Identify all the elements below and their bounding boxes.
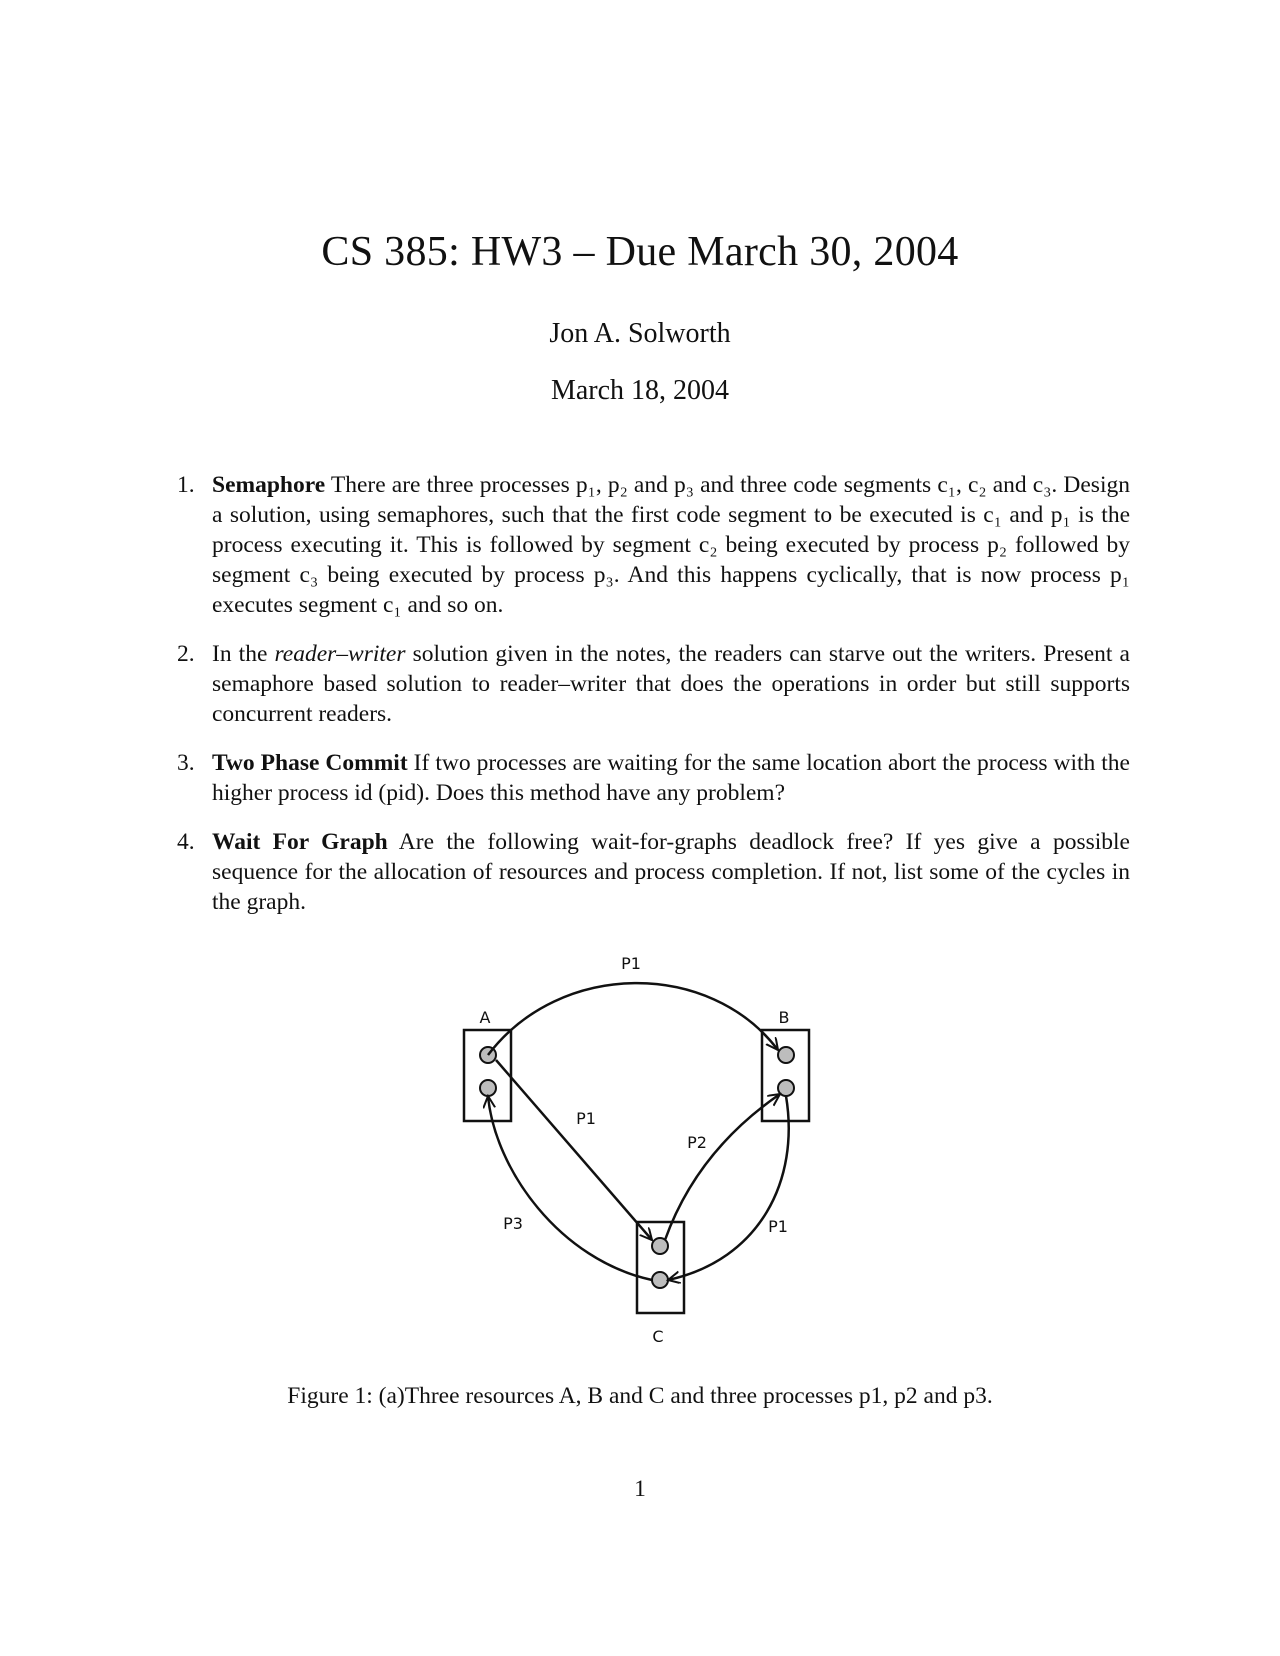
edge-b-to-c <box>668 1096 789 1280</box>
resource-c-box <box>637 1222 684 1313</box>
resource-a-label: A <box>479 1008 491 1027</box>
problem-emphasis: reader–writer <box>274 641 406 667</box>
problem-heading: Semaphore <box>212 472 326 498</box>
resource-a-instance-1 <box>480 1047 496 1063</box>
edge-label-b-to-c: P1 <box>768 1217 788 1236</box>
problem-2 <box>160 639 1130 729</box>
resource-a-instance-2 <box>480 1080 496 1096</box>
edge-label-c-to-b: P2 <box>687 1133 707 1152</box>
problem-number: 2. <box>177 641 195 667</box>
edge-a-to-c <box>496 1060 652 1240</box>
resource-b-instance-2 <box>778 1080 794 1096</box>
problem-number: 4. <box>177 829 195 855</box>
problem-3 <box>160 748 1130 808</box>
edge-label-c-to-a: P3 <box>503 1214 523 1233</box>
edge-c-to-b <box>665 1094 780 1240</box>
resource-c-label: C <box>652 1327 664 1346</box>
resource-b-label: B <box>778 1008 790 1027</box>
resource-b-box <box>762 1030 809 1121</box>
edge-label-a-to-c: P1 <box>576 1109 596 1128</box>
problem-4 <box>160 827 1130 917</box>
figure-caption: Figure 1: (a)Three resources A, B and C and three processes p1, p2 and p3. <box>287 1383 993 1409</box>
resource-c-instance-2 <box>652 1272 668 1288</box>
problem-heading: Two Phase Commit <box>212 750 408 776</box>
problem-number: 3. <box>177 750 195 776</box>
resource-c-instance-1 <box>652 1238 668 1254</box>
problem-number: 1. <box>177 472 195 498</box>
problem-list <box>160 470 1130 936</box>
document-date: March 18, 2004 <box>550 375 730 406</box>
problem-heading: Wait For Graph <box>212 829 388 855</box>
problem-text: solution given in the notes, the readers can starve out the writers. Present a semaphore based solution to reader–writer that does the operations in order but still supports concurrent readers. <box>212 641 1130 727</box>
problem-1 <box>160 470 1130 620</box>
problem-text: Are the following wait-for-graphs deadlock free? If yes give a possible sequence for the allocation of resources and process completion. If not, list some of the cycles in the graph. <box>212 829 1130 915</box>
problem-text: If two processes are waiting for the same location abort the process with the higher process id (pid). Does this method have any problem? <box>212 750 1130 806</box>
edge-label-a-to-b: P1 <box>621 954 641 973</box>
resource-a-box <box>464 1030 511 1121</box>
edge-c-to-a <box>488 1096 652 1280</box>
problem-text: There are three processes p₁, p₂ and p₃ and three code segments c₁, c₂ and c₃. Design a solution, using semaphores, such that the first code segment to be executed is c₁ and p₁ is the process executing it. This is followed by segment c₂ being executed by process p₂ followed by segment c₃ being executed by process p₃. And this happens cyclically, that is now process p₁ executes segment c₁ and so on. <box>212 472 1130 618</box>
resource-b-instance-1 <box>778 1047 794 1063</box>
problem-lead: In the <box>212 641 275 667</box>
author-name: Jon A. Solworth <box>549 318 731 349</box>
page-number: 1 <box>634 1476 646 1502</box>
edge-a-to-b <box>488 983 778 1055</box>
document-title: CS 385: HW3 – Due March 30, 2004 <box>321 229 959 275</box>
